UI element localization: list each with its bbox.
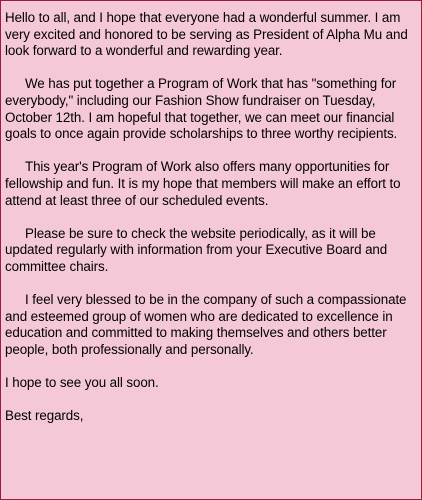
program-of-work-paragraph: We has put together a Program of Work that has "something for everybody," including our Fashion Show fundraiser on Tuesday, October 12th. I am hopeful that together, we can meet our financial goals to once again provide scholarships to three worthy recipients.: [5, 76, 398, 142]
blessed-paragraph: I feel very blessed to be in the company of such a compassionate and esteemed group of women who are dedicated to excellence in education and committed to making themselves and others better people, both professionally and personally.: [5, 292, 407, 357]
greeting-paragraph: Hello to all, and I hope that everyone had a wonderful summer. I am very excited and honored to be serving as President of Alpha Mu and look forward to a wonderful and rewarding year.: [5, 10, 408, 59]
fellowship-paragraph: This year's Program of Work also offers many opportunities for fellowship and fun. It is my hope that members will make an effort to attend at least three of our scheduled events.: [5, 159, 401, 208]
website-paragraph: Please be sure to check the website periodically, as it will be updated regularly with information from your Executive Board and committee chairs.: [5, 225, 388, 274]
letter-body: [1, 1, 421, 425]
see-you-soon-paragraph: I hope to see you all soon.: [5, 375, 159, 391]
closing-paragraph: Best regards,: [5, 408, 84, 424]
